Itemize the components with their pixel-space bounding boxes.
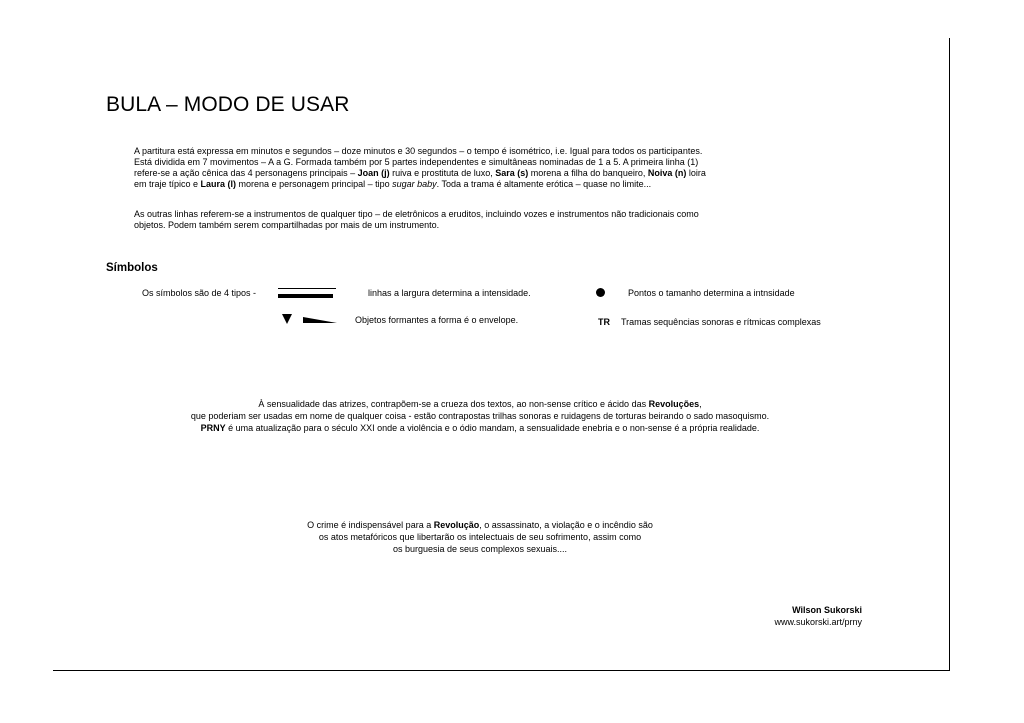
tr-label: TR (598, 317, 610, 327)
lines-description: linhas a largura determina a intensidade. (368, 288, 531, 298)
character-noiva: Noiva (n) (647, 168, 687, 178)
intro-line: refere-se a ação cênica das 4 personagens principais – Joan (j) ruiva e prostituta de luxo, Sara (s) morena a filha do banqueiro, Noiva (n) loira (134, 168, 706, 178)
tr-description: Tramas sequências sonoras e rítmicas complexas (621, 317, 821, 327)
down-triangle-symbol (282, 314, 292, 324)
character-joan: Joan (j) (357, 168, 390, 178)
line-symbol-thick (278, 294, 333, 298)
symbols-intro: Os símbolos são de 4 tipos - (142, 288, 257, 298)
envelope-wedge-symbol (303, 317, 337, 323)
sensuality-line: À sensualidade das atrizes, contrapõem-se a crueza dos textos, ao non-sense crítico e ácido das Revoluções, (258, 399, 702, 409)
sugar-baby-term: sugar baby (392, 179, 437, 189)
quote-line: O crime é indispensável para a Revolução, o assassinato, a violação e o incêndio são (307, 520, 653, 530)
intro-paragraph (134, 146, 874, 190)
sensuality-line: PRNY é uma atualização para o século XXI onde a violência e o ódio mandam, a sensualidade enebria e o non-sense é a própria realidade. (200, 423, 760, 433)
object-symbols (282, 313, 342, 325)
point-symbol (596, 288, 605, 297)
objects-description: Objetos formantes a forma é o envelope. (355, 315, 519, 325)
page-bottom-rule (53, 670, 950, 671)
quote-line: os atos metafóricos que libertarão os intelectuais de seu sofrimento, assim como (318, 532, 642, 542)
instruments-line: objetos. Podem também serem compartilhadas por mais de um instrumento. (134, 220, 440, 230)
character-sara: Sara (s) (495, 168, 529, 178)
intro-line: em traje típico e Laura (l) morena e personagem principal – tipo sugar baby. Toda a trama é altamente erótica – quase no limite... (134, 179, 652, 189)
intro-line: Está dividida em 7 movimentos – A a G. Formada também por 5 partes independentes e simultâneas nominadas de 1 a 5. A primeira linha (1) (134, 157, 699, 167)
revolucao-term: Revolução (433, 520, 480, 530)
page-right-rule (949, 38, 950, 670)
sensuality-paragraph (0, 398, 960, 434)
instruments-line: As outras linhas referem-se a instrumentos de qualquer tipo – de eletrônicos a eruditos, incluindo vozes e instrumentos não tradicionais como (134, 209, 699, 219)
page-title: BULA – MODO DE USAR (106, 93, 350, 116)
prny-term: PRNY (200, 423, 226, 433)
points-description: Pontos o tamanho determina a intnsidade (628, 288, 795, 298)
symbols-heading: Símbolos (106, 262, 158, 274)
author-url[interactable]: www.sukorski.art/prny (774, 617, 862, 627)
author-name: Wilson Sukorski (792, 605, 862, 615)
revolucoes-term: Revoluções (648, 399, 700, 409)
quote-line: os burguesia de seus complexos sexuais.... (392, 544, 568, 554)
character-laura: Laura (l) (200, 179, 237, 189)
instruments-paragraph (134, 209, 874, 231)
quote-paragraph (0, 519, 960, 555)
line-symbol-thin (278, 288, 336, 289)
sensuality-line: que poderiam ser usadas em nome de qualquer coisa - estão contrapostas trilhas sonoras e ruidagens de torturas beirando o sado masoquismo. (190, 411, 770, 421)
intro-line: A partitura está expressa em minutos e segundos – doze minutos e 30 segundos – o tempo é isométrico, i.e. Igual para todos os participantes. (134, 146, 703, 156)
